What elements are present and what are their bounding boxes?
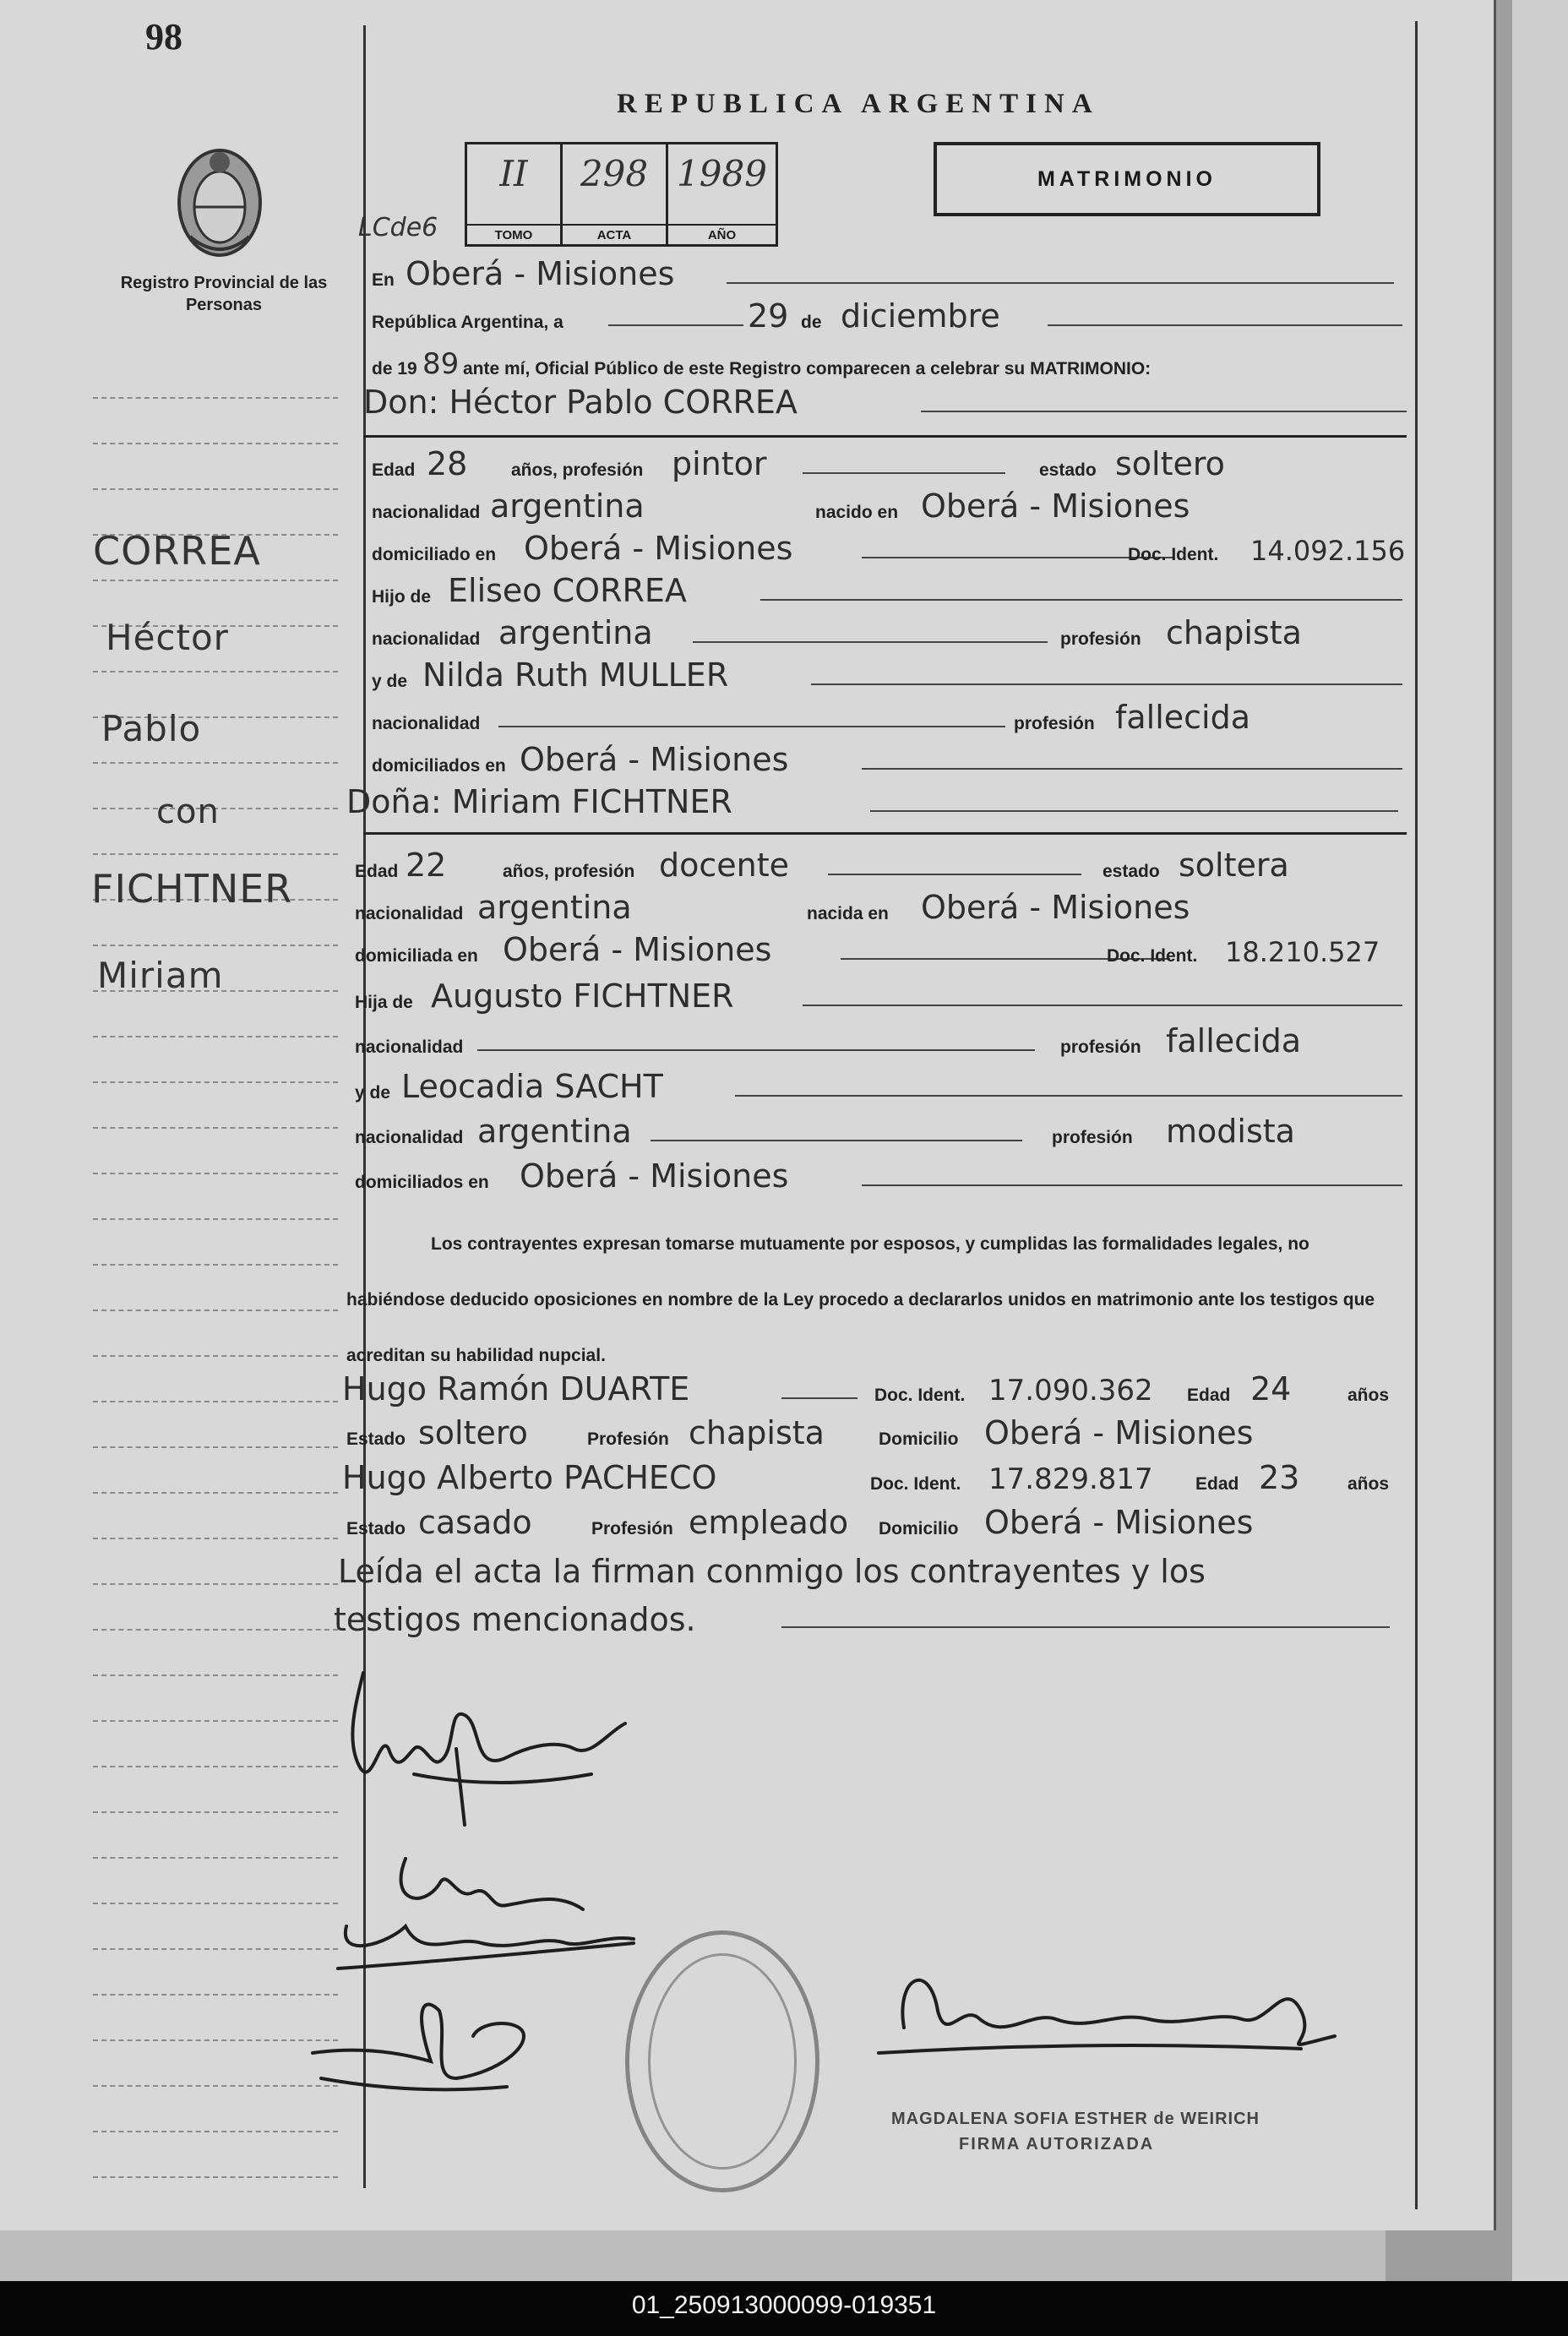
witness1-doc: 17.090.362 (988, 1374, 1153, 1408)
witness1-status: soltero (418, 1414, 528, 1451)
margin-rule (93, 488, 338, 490)
witness2-status: casado (418, 1504, 532, 1541)
bride-signature (401, 1859, 583, 1909)
groom-full-line (363, 382, 1411, 424)
groom-domicile: Oberá - Misiones (524, 530, 793, 567)
bride-doc: 18.210.527 (1225, 936, 1380, 968)
doc-label: Doc. Ident. (870, 1474, 961, 1494)
witness2-doc: 17.829.817 (988, 1462, 1153, 1496)
witness1-signature (338, 1926, 634, 1968)
fill-line (498, 726, 1005, 727)
coat-of-arms-icon (173, 144, 266, 262)
margin-rule (93, 1446, 338, 1448)
profesion-label: profesión (1014, 714, 1095, 733)
fill-line (862, 768, 1402, 770)
margin-rule (93, 945, 338, 946)
domiciliados-label: domiciliados en (372, 756, 506, 776)
intro-year-line (372, 342, 1411, 384)
margin-name-surname: CORREA (93, 528, 261, 574)
profesion-label: profesión (1060, 1037, 1141, 1057)
bride-father-line (355, 976, 1411, 1018)
bride-full-line (346, 781, 1411, 824)
witness1-profession: chapista (689, 1414, 825, 1451)
section-rule (363, 832, 1407, 835)
margin-rule (93, 1629, 338, 1631)
margin-rule (93, 1173, 338, 1174)
margin-rule (93, 853, 338, 855)
margin-name-first: Héctor (106, 617, 229, 658)
anios-label: años (1348, 1386, 1390, 1405)
edad-label: Edad (372, 460, 416, 480)
fill-line (1048, 324, 1402, 326)
groom-age: 28 (427, 445, 468, 482)
margin-rule (93, 1127, 338, 1129)
groom-nationality-line (372, 486, 1411, 528)
intro-statement: ante mí, Oficial Público de este Registro comparecen a celebrar su MATRIMONIO: (463, 359, 1152, 378)
fill-line (781, 1626, 1390, 1628)
acta-label: ACTA (563, 224, 666, 242)
nacionalidad-label: nacionalidad (355, 904, 464, 923)
groom-father-line (372, 570, 1411, 613)
bride-mother: Leocadia SACHT (401, 1068, 663, 1105)
fill-line (921, 411, 1407, 412)
bride-father-profession: fallecida (1166, 1022, 1302, 1059)
tomo-label: TOMO (467, 224, 560, 242)
y-de-label: y de (355, 1083, 391, 1103)
nacionalidad-label: nacionalidad (355, 1128, 464, 1147)
fill-line (693, 641, 1048, 643)
witness2-name: Hugo Alberto PACHECO (342, 1459, 717, 1496)
witness2-signature (313, 2005, 524, 2090)
nacido-label: nacido en (815, 503, 899, 522)
margin-rule (93, 443, 338, 444)
intro-date-line (372, 296, 1411, 338)
official-signature (902, 1980, 1335, 2045)
margin-name-middle: Pablo (101, 708, 202, 749)
registry-name: Registro Provincial de las Personas (120, 274, 328, 314)
groom-father-nat-line (372, 613, 1411, 655)
closing-note-line1: Leída el acta la firman conmigo los contrayentes y los (338, 1553, 1206, 1590)
margin-name-connector: con (156, 792, 220, 831)
right-border-line (1415, 21, 1418, 2209)
groom-mother-nat-line (372, 697, 1411, 739)
witness1-line1 (342, 1369, 1411, 1411)
margin-rule (93, 1310, 338, 1311)
y-de-label: y de (372, 672, 408, 691)
bride-parents-domicile: Oberá - Misiones (520, 1157, 789, 1195)
tomo-cell (467, 144, 563, 244)
estado-label: Estado (346, 1429, 406, 1449)
witness1-line2 (346, 1413, 1411, 1455)
margin-rule (93, 1492, 338, 1494)
groom-doc: 14.092.156 (1250, 535, 1406, 567)
margin-rule (93, 1081, 338, 1083)
groom-domicile-line (372, 528, 1411, 570)
edad-label: Edad (355, 862, 399, 881)
book-edge-light (1512, 0, 1568, 2336)
page-number: 98 (145, 16, 182, 57)
groom-mother: Nilda Ruth MULLER (422, 656, 729, 694)
intro-place-line (372, 253, 1411, 296)
hijo-label: Hijo de (372, 587, 432, 607)
bride-father: Augusto FICHTNER (431, 977, 734, 1015)
bride-age-line (355, 845, 1411, 887)
groom-father-profession: chapista (1166, 614, 1302, 651)
doc-label: Doc. Ident. (874, 1386, 966, 1405)
margin-rule (93, 1218, 338, 1220)
groom-mother-line (372, 655, 1411, 697)
tomo-value: II (499, 153, 528, 194)
margin-rule (93, 1538, 338, 1539)
bride-domicile-line (355, 929, 1411, 972)
profesion-label: profesión (1060, 629, 1141, 649)
profesion-label: profesión (1052, 1128, 1133, 1147)
anio-value: 1989 (677, 153, 767, 194)
groom-status: soltero (1115, 445, 1225, 482)
anios-profesion-label: años, profesión (511, 460, 644, 480)
margin-rule (93, 1583, 338, 1585)
margin-rule (93, 1264, 338, 1266)
estado-label: estado (1039, 460, 1097, 480)
bride-domicile: Oberá - Misiones (503, 931, 772, 968)
anios-label: años (1348, 1474, 1390, 1494)
fill-line (608, 324, 743, 326)
witness2-line2 (346, 1502, 1411, 1544)
intro-place: Oberá - Misiones (406, 255, 675, 292)
bride-mother-nat-line (355, 1111, 1411, 1153)
witness1-name: Hugo Ramón DUARTE (342, 1370, 690, 1408)
acta-value: 298 (580, 153, 649, 194)
official-title: FIRMA AUTORIZADA (959, 2135, 1155, 2154)
fill-line (651, 1140, 1022, 1141)
intro-month: diciembre (841, 297, 1000, 335)
witness2-line1 (342, 1457, 1411, 1500)
en-label: En (372, 270, 395, 290)
witness1-domicile: Oberá - Misiones (984, 1414, 1254, 1451)
fill-line (862, 1184, 1402, 1186)
bride-mother-nationality: argentina (477, 1113, 632, 1150)
nacionalidad-label: nacionalidad (372, 503, 481, 522)
edad-label: Edad (1195, 1474, 1239, 1494)
fill-line (760, 599, 1402, 601)
witness2-age: 23 (1259, 1459, 1300, 1496)
fill-line (781, 1397, 858, 1399)
fill-line (803, 1005, 1402, 1006)
bride-status: soltera (1179, 847, 1289, 884)
witness1-age: 24 (1250, 1370, 1292, 1408)
doc-label: Doc. Ident. (1107, 946, 1198, 966)
groom-father: Eliseo CORREA (448, 572, 687, 609)
lc-code: LCde6 (358, 213, 438, 242)
anios-profesion-label: años, profesión (503, 862, 635, 881)
signatures (287, 1656, 1386, 2180)
anio-label: AÑO (668, 224, 776, 242)
bride-nationality: argentina (477, 889, 632, 926)
witness2-profession: empleado (689, 1504, 849, 1541)
hija-label: Hija de (355, 993, 413, 1012)
margin-name-bride-surname: FICHTNER (91, 866, 293, 912)
domicilio-label: Domicilio (879, 1519, 959, 1538)
fill-line (727, 282, 1394, 284)
groom-age-line (372, 444, 1411, 486)
bride-full-name: Doña: Miriam FICHTNER (346, 783, 732, 820)
groom-parents-domicile-line (372, 739, 1411, 781)
fill-line (803, 472, 1005, 474)
margin-rule (93, 671, 338, 672)
acta-cell (563, 144, 668, 244)
registry-seal-stamp (625, 1930, 819, 2192)
margin-name-bride-first: Miriam (97, 955, 224, 996)
section-rule (363, 435, 1407, 438)
footer-image-id: 01_250913000099-019351 (631, 2291, 937, 2319)
fill-line (477, 1049, 1035, 1051)
record-index-box (465, 142, 778, 247)
nacida-label: nacida en (807, 904, 889, 923)
groom-signature (352, 1673, 625, 1772)
bride-parents-domicile-line (355, 1156, 1411, 1198)
bride-mother-profession: modista (1166, 1113, 1295, 1150)
fill-line (870, 810, 1398, 812)
witness2-domicile: Oberá - Misiones (984, 1504, 1254, 1541)
groom-nationality: argentina (490, 487, 645, 525)
groom-profession: pintor (672, 445, 767, 482)
record-type-box: MATRIMONIO (934, 142, 1320, 216)
groom-birthplace: Oberá - Misiones (921, 487, 1190, 525)
fill-line (828, 874, 1081, 875)
profesion-label: Profesión (587, 1429, 669, 1449)
official-signature-underline (879, 2045, 1301, 2053)
nacionalidad-label: nacionalidad (372, 714, 481, 733)
edad-label: Edad (1187, 1386, 1231, 1405)
country-title: REPUBLICA ARGENTINA (617, 89, 1100, 119)
intro-day: 29 (748, 297, 789, 335)
margin-rule (93, 397, 338, 399)
bride-birthplace: Oberá - Misiones (921, 889, 1190, 926)
nacionalidad-label: nacionalidad (372, 629, 481, 649)
groom-mother-profession: fallecida (1115, 699, 1251, 736)
nacionalidad-label: nacionalidad (355, 1037, 464, 1057)
bride-mother-line (355, 1066, 1411, 1108)
estado-label: Estado (346, 1519, 406, 1538)
anio-cell (668, 144, 776, 244)
groom-full-name: Don: Héctor Pablo CORREA (363, 384, 798, 421)
domiciliados-label: domiciliados en (355, 1173, 489, 1192)
margin-rule (93, 580, 338, 581)
republic-label: República Argentina, a (372, 313, 564, 332)
bride-father-nat-line (355, 1021, 1411, 1063)
official-name: MAGDALENA SOFIA ESTHER de WEIRICH (891, 2110, 1260, 2128)
groom-father-nationality: argentina (498, 614, 653, 651)
fill-line (735, 1095, 1402, 1097)
domiciliado-label: domiciliado en (372, 545, 497, 564)
bride-profession: docente (659, 847, 790, 884)
closing-note-line2: testigos mencionados. (334, 1601, 696, 1638)
bride-nationality-line (355, 887, 1411, 929)
profesion-label: Profesión (591, 1519, 673, 1538)
domiciliada-label: domiciliada en (355, 946, 478, 966)
bride-age: 22 (406, 847, 447, 884)
doc-label: Doc. Ident. (1128, 545, 1219, 564)
declaration-text: Los contrayentes expresan tomarse mutuamente por esposos, y cumplidas las formalidades legales, no habiéndose deducido oposiciones en nombre de la Ley procedo a declararlos unidos en matrimonio ante los testigos que acreditan su habilidad nupcial. (346, 1234, 1375, 1365)
year-prefix: de 19 (372, 359, 417, 378)
fill-line (811, 683, 1402, 685)
margin-rule (93, 762, 338, 764)
de-label: de (801, 313, 822, 332)
estado-label: estado (1102, 862, 1160, 881)
margin-rule (93, 1401, 338, 1402)
margin-rule (93, 1355, 338, 1357)
year-suffix: 89 (422, 347, 460, 381)
groom-parents-domicile: Oberá - Misiones (520, 741, 789, 778)
margin-rule (93, 1036, 338, 1037)
domicilio-label: Domicilio (879, 1429, 959, 1449)
